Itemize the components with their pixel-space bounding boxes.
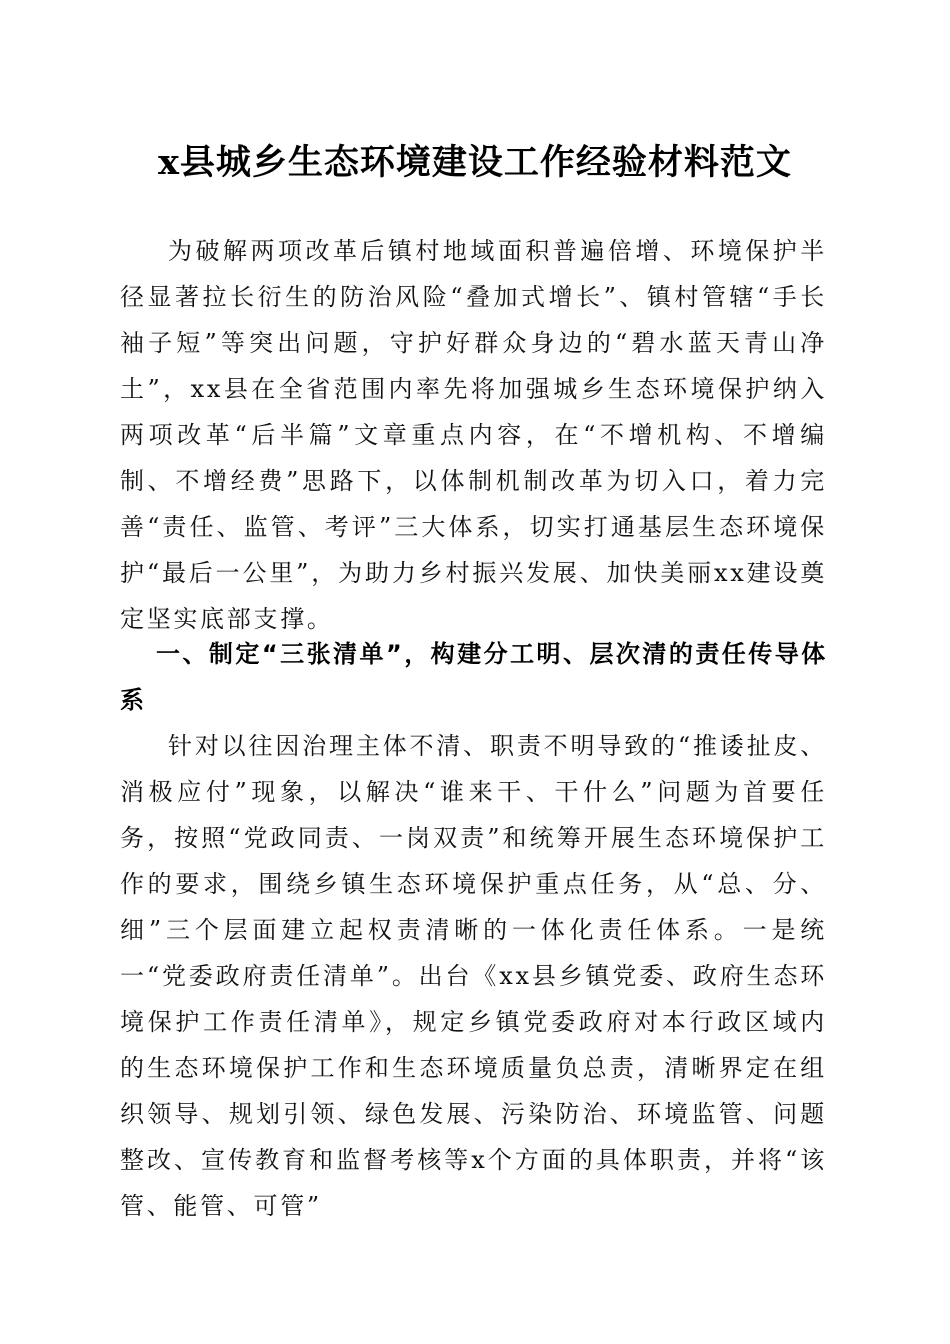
intro-paragraph: 为破解两项改革后镇村地域面积普遍倍增、环境保护半径显著拉长衍生的防治风险“叠加式增长”、镇村管辖“手长袖子短”等突出问题，守护好群众身边的“碧水蓝天青山净土”，xx县在全省范围内率先将加强城乡生态环境保护纳入两项改革“后半篇”文章重点内容，在“不增机构、不增编制、不增经费”思路下，以体制机制改革为切入口，着力完善“责任、监管、考评”三大体系，切实打通基层生态环境保护“最后一公里”，为助力乡村振兴发展、加快美丽xx建设奠定坚实底部支撑。	[120, 237, 827, 633]
section-heading: 一、制定“三张清单”，构建分工明、层次清的责任传导体系	[120, 640, 827, 714]
document-title: x县城乡生态环境建设工作经验材料范文	[158, 142, 792, 183]
section-paragraph: 针对以往因治理主体不清、职责不明导致的“推诿扯皮、消极应付”现象，以解决“谁来干、干什么”问题为首要任务，按照“党政同责、一岗双责”和统筹开展生态环境保护工作的要求，围绕乡镇生态环境保护重点任务，从“总、分、细”三个层面建立起权责清晰的一体化责任体系。一是统一“党委政府责任清单”。出台《xx县乡镇党委、政府生态环境保护工作责任清单》，规定乡镇党委政府对本行政区域内的生态环境保护工作和生态环境质量负总责，清晰界定在组织领导、规划引领、绿色发展、污染防治、环境监管、问题整改、宣传教育和监督考核等x个方面的具体职责，并将“该管、能管、可管”	[120, 732, 827, 1220]
